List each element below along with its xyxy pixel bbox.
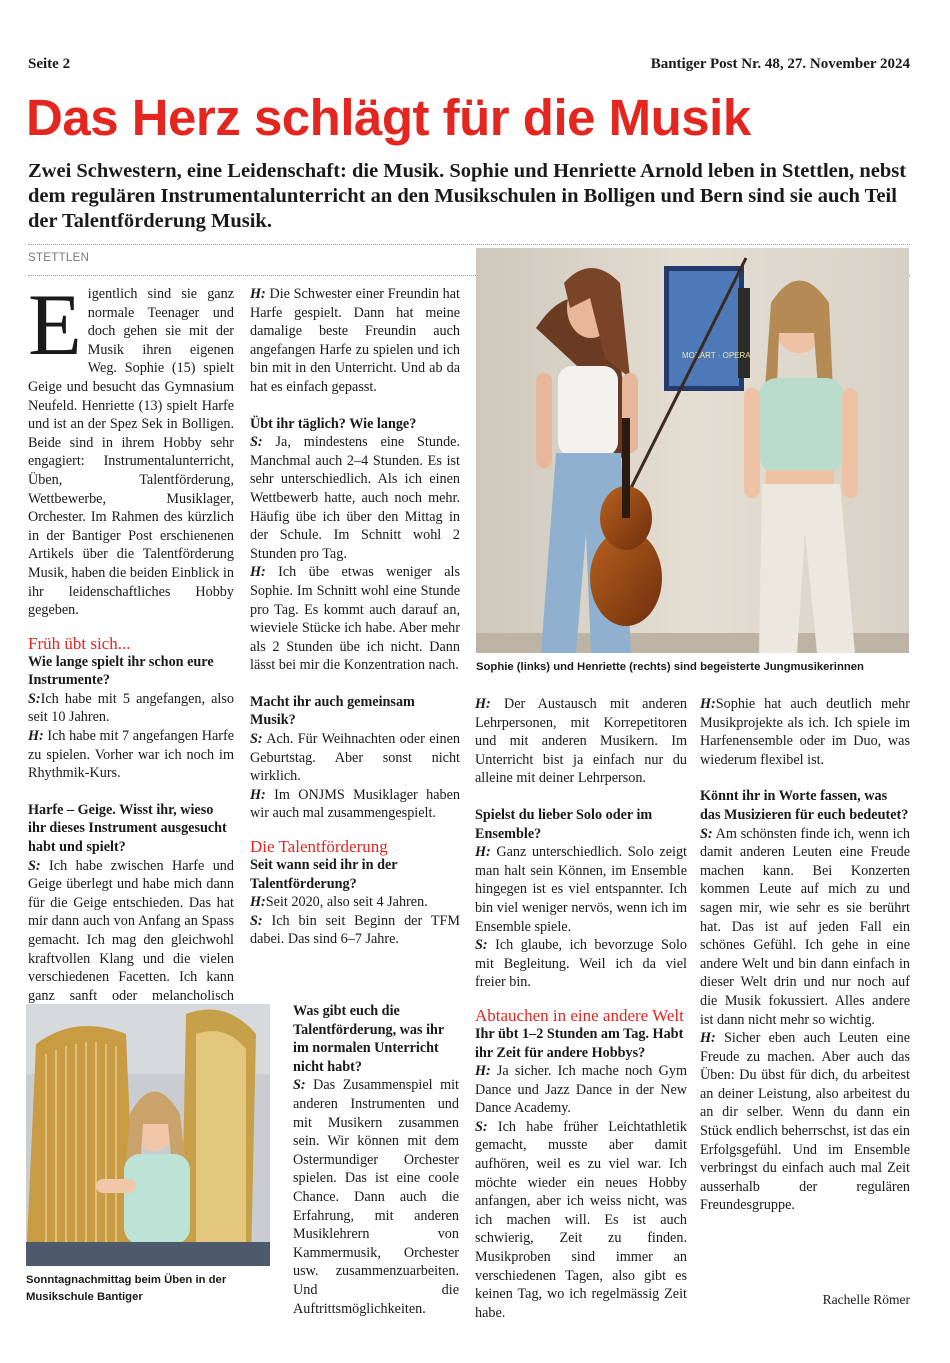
answer-7-henriette: H: Ganz unterschiedlich. Solo zeigt man halt sein Können, im Ensemble hingegen ist es viel entspannter. Ich bin viel weniger nervös, wenn ich im Ensemble spiele. [475, 844, 687, 935]
answer-4-henriette: H: Im ONJMS Musiklager haben wir auch mal zusammengespielt. [250, 786, 461, 822]
answer-8-sophie: S: Ich habe früher Leichtathletik gemacht, musste aber damit aufhören, weil es zu viel war. Ich möchte wieder ein neues Hobby anfangen, aber ich weiss nicht, was ich machen will. Es ist auch schwierig, Zeit zu finden. Musikproben sind immer an verschiedenen Tagen, also gibt es keinen Tag, wo ich regelmässig Zeit habe. [475, 1118, 688, 1321]
question-8: Ihr übt 1–2 Stunden am Tag. Habt ihr Zeit für andere Hobbys? [475, 1025, 684, 1061]
answer-8-henriette: H: Ja sicher. Ich mache noch Gym Dance und Jazz Dance in der New Dance Academy. [475, 1063, 688, 1117]
answer-1-sophie: S:Ich habe mit 5 angefangen, also seit 10 Jahren. [28, 690, 234, 726]
photo-sisters [476, 248, 909, 653]
lead-paragraph: Zwei Schwestern, eine Leidenschaft: die Musik. Sophie und Henriette Arnold leben in Stettlen, nebst dem regulären Instrumentalunterricht an den Musikschulen in Bolligen und Bern sind sie auch Teil der Talentförderung Musik. [28, 160, 907, 232]
answer-9-sophie: S: Am schönsten finde ich, wenn ich damit anderen Leuten eine Freude machen kann. Bei Konzerten kommen Leute auf mich zu und sagen mir, wie sehr es sie berührt hat. Das ist auf jeden Fall ein schönes Gefühl. Ich gehe in eine andere Welt und bin dann einfach in dieser Welt drin und nur noch auf die Musik fokussiert. Alles andere ist dann nicht mehr so wichtig. [700, 825, 911, 1028]
answer-9-henriette: H: Sicher eben auch Leuten eine Freude zu machen. Aber auch das Üben: Du übst für dich, du arbeitest an deiner Leistung, also arbeitest du an dir selber. Wenn du dann ein Stück endlich beherrschst, ist das ein Erfolgsgefühl. Und im Ensemble verbringst du einfach auch mal Zeit ausserhalb der regulären Freundesgruppe. [700, 1030, 910, 1214]
intro-paragraph: Eigentlich sind sie ganz normale Teenager und doch gehen sie mit der Musik ihren eigenen Weg. Sophie (15) spielt Geige und besucht das Gymnasium Neufeld. Henriette (13) spielt Harfe und ist an der Spez Sek in Bolligen. Beide sind in ihrem Hobby sehr engagiert: Instrumentalunterricht, Üben, Talentförderung, Wettbewerbe, Musiklager, Orchester. Im Rahmen des kürzlich in der Bantiger Post erschienenen Artikels über die Talentförderung Musik, haben die beiden Einblick in ihr leidenschaftliches Hobby gegeben. [28, 277, 234, 619]
answer-7-sophie: S: Ich glaube, ich bevorzuge Solo mit Begleitung. Weil ich da viel freier bin. [475, 937, 688, 991]
dateline: STETTLEN [28, 252, 90, 264]
answer-5-sophie: S: Ich bin seit Beginn der TFM dabei. Das sind 6–7 Jahre. [250, 912, 460, 948]
answer-2-henriette: H: Die Schwester einer Freundin hat Harfe gespielt. Dann hat meine damalige beste Freundin auch angefangen Harfe zu spielen und ich bin mit in den Unterricht. Und ab da hat es einfach gepasst. [250, 286, 460, 395]
subheading-frueh: Früh übt sich... [28, 633, 131, 653]
author-byline: Rachelle Römer [822, 1292, 910, 1307]
column-2 [250, 285, 460, 949]
column-1 [28, 277, 234, 1061]
question-2: Harfe – Geige. Wisst ihr, wieso ihr dieses Instrument ausgesucht habt und spielt? [28, 801, 227, 856]
poster-text: MOZART · OPERA [682, 351, 751, 360]
question-1: Wie lange spielt ihr schon eure Instrumente? [28, 653, 214, 689]
subheading-abtauchen: Abtauchen in eine andere Welt [475, 1005, 684, 1025]
question-5: Seit wann seid ihr in der Talentförderung? [250, 857, 398, 892]
question-6: Was gibt euch die Talentförderung, was ihr im normalen Unterricht nicht habt? [293, 1003, 444, 1075]
question-7: Spielst du lieber Solo oder im Ensemble? [475, 806, 653, 842]
column-4 [700, 695, 910, 1215]
answer-5-henriette: H:Seit 2020, also seit 4 Jahren. [250, 894, 428, 911]
photo-caption-harp: Sonntagnachmittag beim Üben in der Musikschule Bantiger [26, 1274, 227, 1303]
column-2-lower [293, 1002, 459, 1318]
answer-6-henriette: H: Der Austausch mit anderen Lehrpersonen, mit Korrepetitoren und mit anderen Musikern. Im Unterricht bist ja einfach nur du alleine mit deiner Lehrperson. [475, 696, 688, 787]
answer-3-henriette: H: Ich übe etwas weniger als Sophie. Im Schnitt wohl eine Stunde pro Tag. Es kommt auch darauf an, wieviele Stücke ich habe. Aber mehr als 2 Stunden übe ich nicht. Dann lässt bei mir die Konzentration nach. [250, 564, 460, 674]
answer-1-henriette: H: Ich habe mit 7 angefangen Harfe zu spielen. Vorher war ich noch im Rhythmik-Kurs. [28, 728, 234, 782]
answer-8-henriette-2: H:Sophie hat auch deutlich mehr Musikprojekte als ich. Ich spiele im Harfenensemble oder im Duo, was wiederum flexibel ist. [700, 696, 910, 768]
issue-info: Bantiger Post Nr. 48, 27. November 2024 [650, 56, 910, 72]
question-3: Übt ihr täglich? Wie lange? [250, 415, 417, 432]
subheading-talentfoerderung: Die Talentförderung [250, 837, 388, 857]
question-4: Macht ihr auch gemeinsam Musik? [250, 693, 415, 729]
answer-6-sophie: S: Das Zusammenspiel mit anderen Instrumenten und mit Musikern zusammen sein. Wir können mit dem Ostermundiger Orchester spielen. Das ist eine coole Chance. Dann auch die Erfahrung, mit anderen Musiklehrern von Kammermusik, Orchester usw. zusammenzuarbeiten. Und die Auftrittsmöglichkeiten. [293, 1077, 459, 1317]
headline: Das Herz schlägt für die Musik [26, 89, 751, 146]
answer-4-sophie: S: Ach. Für Weihnachten oder einen Geburtstag. Aber sonst nicht wirklich. [250, 731, 460, 785]
photo-harp [26, 1004, 270, 1266]
divider-top [28, 244, 910, 245]
drop-cap: E [28, 277, 82, 374]
question-9: Könnt ihr in Worte fassen, was das Musizieren für euch bedeutet? [700, 788, 909, 823]
photo-caption-main: Sophie (links) und Henriette (rechts) sind begeisterte Jungmusikerinnen [476, 661, 864, 673]
column-3 [475, 695, 687, 1322]
page-number: Seite 2 [28, 56, 71, 72]
answer-3-sophie: S: Ja, mindestens eine Stunde. Manchmal auch 2–4 Stunden. Es ist sehr unterschiedlich. Als ich einen Wettbewerb hatte, auch noch mehr. Häufig übe ich über den Mittag in der Schule. Im Schnitt wohl 2 Stunden pro Tag. [250, 434, 461, 562]
answer-2-sophie: S: Ich habe zwischen Harfe und Geige überlegt und habe mich dann für die Geige entschieden. Das hat mir dann auch von Anfang an Spass gemacht. Ich mag den gleichwohl kraftvollen Klang und die vielen verschiedenen Facetten. Ich kann ganz sanft oder melancholisch [28, 857, 234, 1004]
